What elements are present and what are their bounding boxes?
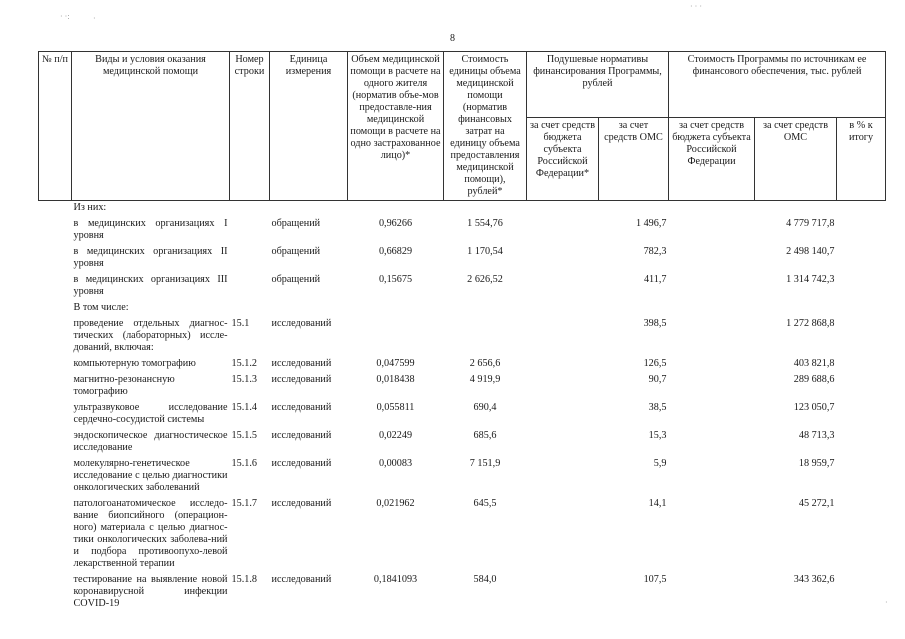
row-name: В том числе:: [73, 302, 129, 313]
row-unit: [270, 301, 348, 317]
row-prog-budget: [669, 317, 755, 357]
table-row: [39, 201, 886, 218]
row-pc-budget: [527, 401, 599, 429]
row-volume: 0,055811: [376, 402, 415, 413]
row-volume: 0,018438: [376, 374, 415, 385]
row-volume: 0,00083: [378, 458, 413, 469]
financing-table: [38, 51, 886, 613]
row-cost: 2 626,52: [467, 274, 503, 285]
table-row: [39, 457, 886, 497]
row-unit: [270, 201, 348, 218]
row-name: ультразвуковое исследование сердечно-сосудистой системы: [73, 402, 228, 425]
row-prog-pct: [837, 217, 886, 245]
row-pc-budget: [527, 201, 599, 218]
row-name: в медицинских организациях I уровня: [73, 218, 228, 241]
scan-speck: · ·:: [60, 12, 70, 21]
header-name: Виды и условия оказания медицинской помощи: [72, 52, 230, 201]
table-row: [39, 217, 886, 245]
row-no: [39, 201, 72, 218]
row-no: [39, 245, 72, 273]
row-pc-budget: [527, 301, 599, 317]
row-line: 15.1.6: [231, 458, 257, 469]
row-prog-oms: 2 498 140,7: [786, 246, 835, 257]
row-unit: исследований: [271, 358, 332, 369]
row-pc-oms: 5,9: [653, 458, 667, 469]
row-line: 15.1.8: [231, 574, 257, 585]
row-no: [39, 357, 72, 373]
row-no: [39, 301, 72, 317]
row-pc-oms: 782,3: [643, 246, 667, 257]
row-volume: 0,1841093: [373, 574, 418, 585]
row-cost: 645,5: [473, 498, 497, 509]
row-cost: 584,0: [473, 574, 497, 585]
row-pc-oms: 14,1: [648, 498, 667, 509]
row-name: молекулярно-генетическое исследование с целью диагностики онкологических заболеваний: [73, 458, 228, 493]
row-pc-oms: 411,7: [643, 274, 667, 285]
table-row: [39, 497, 886, 573]
row-cost: 1 554,76: [467, 218, 503, 229]
table-row: [39, 317, 886, 357]
table-row: [39, 245, 886, 273]
row-unit: исследований: [271, 498, 332, 509]
row-cost: 1 170,54: [467, 246, 503, 257]
row-prog-pct: [837, 373, 886, 401]
row-cost: 2 656,6: [469, 358, 501, 369]
row-volume: 0,15675: [378, 274, 413, 285]
table-row: [39, 357, 886, 373]
row-line: [230, 217, 270, 245]
scan-speck: ·: [93, 14, 96, 23]
row-prog-oms: 48 713,3: [798, 430, 835, 441]
row-pc-budget: [527, 497, 599, 573]
row-prog-budget: [669, 301, 755, 317]
row-prog-oms: 403 821,8: [793, 358, 835, 369]
table-row: [39, 373, 886, 401]
row-cost: 685,6: [473, 430, 497, 441]
row-no: [39, 497, 72, 573]
row-unit: исследований: [271, 318, 332, 329]
row-unit: обращений: [271, 274, 321, 285]
row-prog-budget: [669, 201, 755, 218]
row-name: в медицинских организациях II уровня: [73, 246, 228, 269]
row-cost: 4 919,9: [469, 374, 501, 385]
row-prog-oms: 123 050,7: [793, 402, 835, 413]
row-prog-budget: [669, 373, 755, 401]
row-name: магнитно-резонансную томографию: [73, 374, 175, 397]
header-sub-budget: за счет средств бюджета субъекта Российской Федерации*: [527, 118, 599, 201]
row-cost: 7 151,9: [469, 458, 501, 469]
row-pc-oms: [599, 201, 669, 218]
row-prog-budget: [669, 573, 755, 613]
row-volume: 0,047599: [376, 358, 415, 369]
row-no: [39, 373, 72, 401]
row-no: [39, 401, 72, 429]
row-prog-oms: 289 688,6: [793, 374, 835, 385]
row-unit: исследований: [271, 574, 332, 585]
row-pc-budget: [527, 429, 599, 457]
row-line: 15.1.7: [231, 498, 257, 509]
row-volume: [348, 301, 444, 317]
row-pc-budget: [527, 217, 599, 245]
row-name: тестирование на выявление новой коронавирусной инфекции COVID-19: [73, 574, 228, 609]
row-pc-oms: 398,5: [643, 318, 667, 329]
row-no: [39, 217, 72, 245]
row-volume: 0,96266: [378, 218, 413, 229]
row-line: 15.1: [231, 318, 250, 329]
row-prog-budget: [669, 457, 755, 497]
row-no: [39, 457, 72, 497]
row-unit: исследований: [271, 430, 332, 441]
row-line: [230, 245, 270, 273]
table-row: [39, 301, 886, 317]
row-pc-budget: [527, 357, 599, 373]
row-volume: [348, 317, 444, 357]
row-pc-oms: 38,5: [648, 402, 667, 413]
row-prog-pct: [837, 457, 886, 497]
row-prog-pct: [837, 357, 886, 373]
header-percapita: Подушевые нормативы финансирования Программы, рублей: [527, 52, 669, 118]
row-prog-oms: 45 272,1: [798, 498, 835, 509]
row-no: [39, 429, 72, 457]
row-prog-pct: [837, 429, 886, 457]
row-prog-oms: 1 272 868,8: [786, 318, 835, 329]
row-prog-budget: [669, 217, 755, 245]
row-unit: обращений: [271, 218, 321, 229]
row-prog-oms: 4 779 717,8: [786, 218, 835, 229]
row-prog-budget: [669, 357, 755, 373]
table-row: [39, 429, 886, 457]
row-prog-pct: [837, 497, 886, 573]
row-prog-oms: 1 314 742,3: [786, 274, 835, 285]
header-program: Стоимость Программы по источникам ее финансового обеспечения, тыс. рублей: [669, 52, 886, 118]
row-pc-budget: [527, 373, 599, 401]
row-prog-oms: [755, 201, 837, 218]
row-prog-budget: [669, 429, 755, 457]
header-unit: Единица измерения: [270, 52, 348, 201]
row-name: проведение отдельных диагнос-тических (лабораторных) иссле-дований, включая:: [73, 318, 228, 353]
row-name: эндоскопическое диагностическое исследование: [73, 430, 228, 453]
row-prog-pct: [837, 317, 886, 357]
row-cost: [444, 201, 527, 218]
row-pc-budget: [527, 573, 599, 613]
row-volume: [348, 201, 444, 218]
header-sub-prog-budget: за счет средств бюджета субъекта Российской Федерации: [669, 118, 755, 201]
row-line: 15.1.4: [231, 402, 257, 413]
row-prog-pct: [837, 273, 886, 301]
row-line: 15.1.3: [231, 374, 257, 385]
header-line: Номер строки: [230, 52, 270, 201]
row-unit: исследований: [271, 458, 332, 469]
row-unit: обращений: [271, 246, 321, 257]
row-prog-pct: [837, 401, 886, 429]
row-prog-oms: 343 362,6: [793, 574, 835, 585]
row-volume: 0,66829: [378, 246, 413, 257]
row-prog-budget: [669, 401, 755, 429]
header-volume: Объем медицинской помощи в расчете на одного жителя (норматив объе-мов предоставле-ния медицинской помощи в расчете на одно застрахованное лицо)*: [348, 52, 444, 201]
row-unit: исследований: [271, 402, 332, 413]
row-pc-budget: [527, 317, 599, 357]
header-sub-oms: за счет средств ОМС: [599, 118, 669, 201]
row-pc-budget: [527, 245, 599, 273]
table-row: [39, 401, 886, 429]
row-name: Из них:: [73, 202, 107, 213]
header-sub-prog-pct: в % к итогу: [837, 118, 886, 201]
table-row: [39, 273, 886, 301]
row-unit: исследований: [271, 374, 332, 385]
row-pc-budget: [527, 273, 599, 301]
row-pc-oms: 107,5: [643, 574, 667, 585]
row-name: в медицинских организациях III уровня: [73, 274, 228, 297]
row-prog-pct: [837, 573, 886, 613]
row-volume: 0,021962: [376, 498, 415, 509]
table-header: [39, 52, 886, 201]
row-prog-budget: [669, 245, 755, 273]
row-name: патологоанатомическое исследо-вание биопсийного (операцион-ного) материала с целью диагнос-тики онкологических заболева-ний и подбора противоопухо-левой лекарственной терапии: [73, 498, 228, 569]
row-line: [230, 201, 270, 218]
row-line: 15.1.5: [231, 430, 257, 441]
row-no: [39, 317, 72, 357]
scan-speck: · · ·: [690, 2, 702, 11]
header-no: № п/п: [39, 52, 72, 201]
row-line: [230, 301, 270, 317]
row-prog-budget: [669, 497, 755, 573]
row-pc-oms: 126,5: [643, 358, 667, 369]
row-prog-pct: [837, 301, 886, 317]
table-body: [39, 201, 886, 614]
row-name: компьютерную томографию: [73, 358, 196, 369]
row-pc-oms: 1 496,7: [635, 218, 667, 229]
row-prog-pct: [837, 245, 886, 273]
row-volume: 0,02249: [378, 430, 413, 441]
row-pc-oms: 90,7: [648, 374, 667, 385]
row-prog-oms: 18 959,7: [798, 458, 835, 469]
table-row: [39, 573, 886, 613]
row-cost: [444, 301, 527, 317]
row-prog-pct: [837, 201, 886, 218]
row-pc-oms: 15,3: [648, 430, 667, 441]
row-no: [39, 273, 72, 301]
row-pc-oms: [599, 301, 669, 317]
row-line: [230, 273, 270, 301]
header-cost: Стоимость единицы объема медицинской помощи (норматив финансовых затрат на единицу объема предоставления медицинской помощи), рублей*: [444, 52, 527, 201]
row-no: [39, 573, 72, 613]
scan-speck: ·: [885, 598, 888, 607]
page-number: 8: [450, 33, 455, 44]
row-prog-budget: [669, 273, 755, 301]
row-cost: 690,4: [473, 402, 497, 413]
row-line: 15.1.2: [231, 358, 257, 369]
header-sub-prog-oms: за счет средств ОМС: [755, 118, 837, 201]
row-cost: [444, 317, 527, 357]
row-pc-budget: [527, 457, 599, 497]
row-prog-oms: [755, 301, 837, 317]
